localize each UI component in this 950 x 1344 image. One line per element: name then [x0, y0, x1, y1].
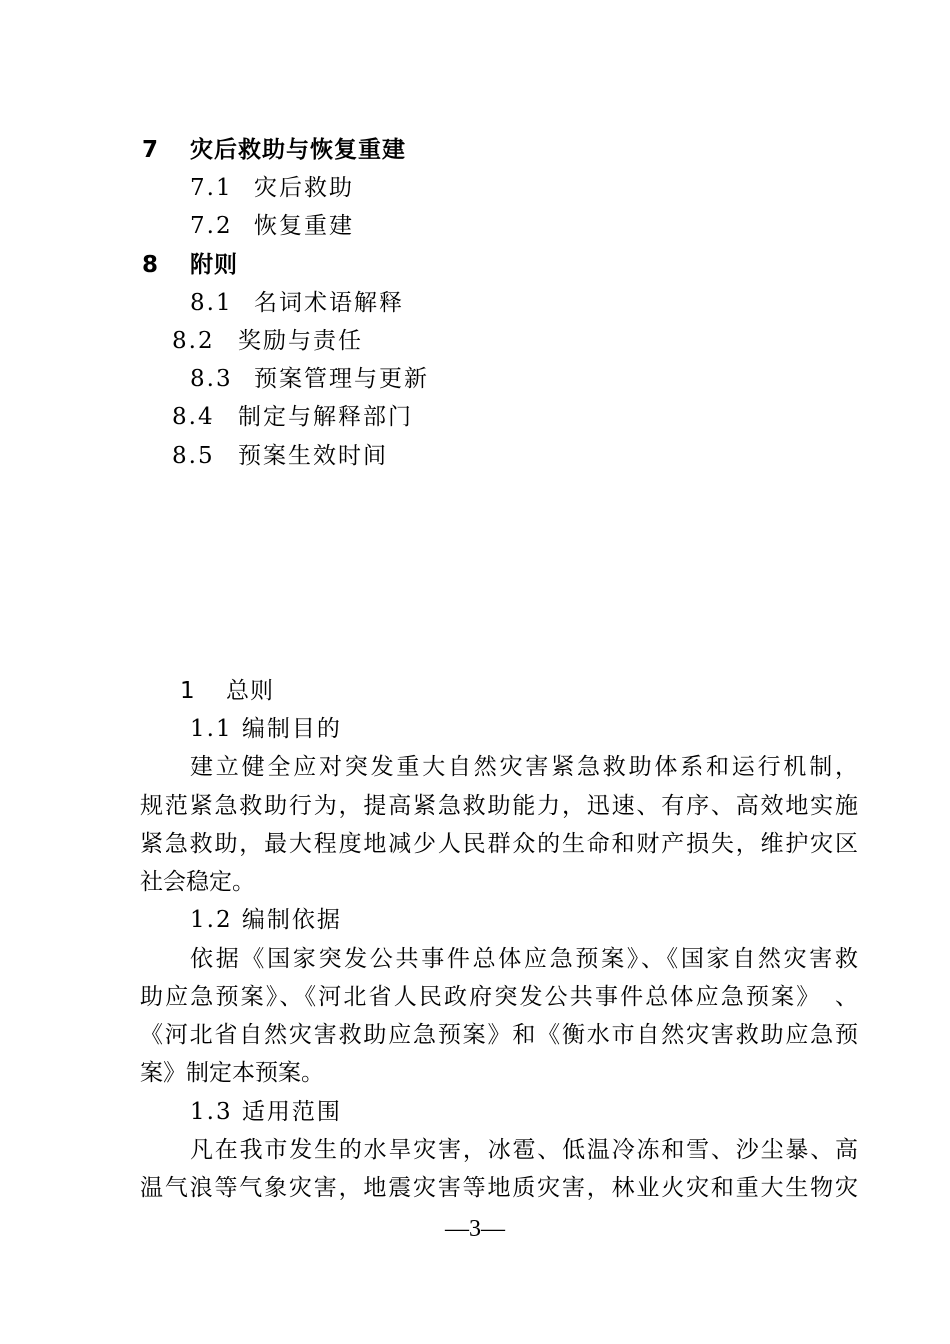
paragraph-line: 温气浪等气象灾害，地震灾害等地质灾害，林业火灾和重大生物灾 — [140, 1175, 858, 1201]
subsection-heading-1-2: 1.2 编制依据 — [190, 907, 342, 933]
subsection-heading-1-1: 1.1 编制目的 — [190, 716, 342, 742]
paragraph-line: 建立健全应对突发重大自然灾害紧急救助体系和运行机制， — [190, 754, 858, 780]
section-heading-1 — [180, 672, 274, 710]
paragraph-line: 案》制定本预案。 — [140, 1060, 324, 1086]
toc-number: 8 — [142, 252, 160, 278]
toc-number: 8.4 — [172, 404, 215, 430]
toc-title: 名词术语解释 — [254, 290, 404, 316]
toc-item-7 — [142, 131, 406, 169]
paragraph-line: 凡在我市发生的水旱灾害，冰雹、低温冷冻和雪、沙尘暴、高 — [190, 1137, 858, 1163]
toc-item-8-4 — [172, 398, 413, 436]
paragraph-line: 紧急救助，最大程度地减少人民群众的生命和财产损失，维护灾区 — [140, 831, 858, 857]
toc-title: 恢复重建 — [254, 213, 354, 239]
toc-number: 7 — [142, 137, 160, 163]
toc-title: 预案生效时间 — [238, 443, 388, 469]
toc-item-8-2 — [172, 322, 363, 360]
toc-item-8-1 — [190, 284, 404, 322]
toc-item-7-2 — [190, 207, 354, 245]
toc-title: 预案管理与更新 — [254, 366, 429, 392]
toc-item-8 — [142, 246, 238, 284]
section-title: 总则 — [226, 678, 274, 704]
page-number: —3— — [445, 1216, 505, 1242]
toc-title: 制定与解释部门 — [238, 404, 413, 430]
toc-title: 奖励与责任 — [238, 328, 363, 354]
toc-title: 附则 — [190, 252, 238, 278]
section-number: 1 — [180, 678, 196, 704]
paragraph-line: 《河北省自然灾害救助应急预案》和《衡水市自然灾害救助应急预 — [140, 1022, 858, 1048]
toc-item-8-5 — [172, 437, 388, 475]
toc-item-7-1 — [190, 169, 354, 207]
paragraph-line: 社会稳定。 — [140, 869, 255, 895]
toc-number: 7.1 — [190, 175, 233, 201]
toc-number: 8.1 — [190, 290, 233, 316]
toc-title: 灾后救助与恢复重建 — [190, 137, 406, 163]
subsection-heading-1-3: 1.3 适用范围 — [190, 1099, 342, 1125]
toc-number: 7.2 — [190, 213, 233, 239]
toc-title: 灾后救助 — [254, 175, 354, 201]
toc-item-8-3 — [190, 360, 429, 398]
paragraph-line: 依据《国家突发公共事件总体应急预案》、《国家自然灾害救 — [190, 946, 858, 972]
toc-number: 8.5 — [172, 443, 215, 469]
paragraph-line: 规范紧急救助行为，提高紧急救助能力，迅速、有序、高效地实施 — [140, 793, 858, 819]
toc-number: 8.2 — [172, 328, 215, 354]
paragraph-line: 助应急预案》、《河北省人民政府突发公共事件总体应急预案》 、 — [140, 984, 858, 1010]
toc-number: 8.3 — [190, 366, 233, 392]
